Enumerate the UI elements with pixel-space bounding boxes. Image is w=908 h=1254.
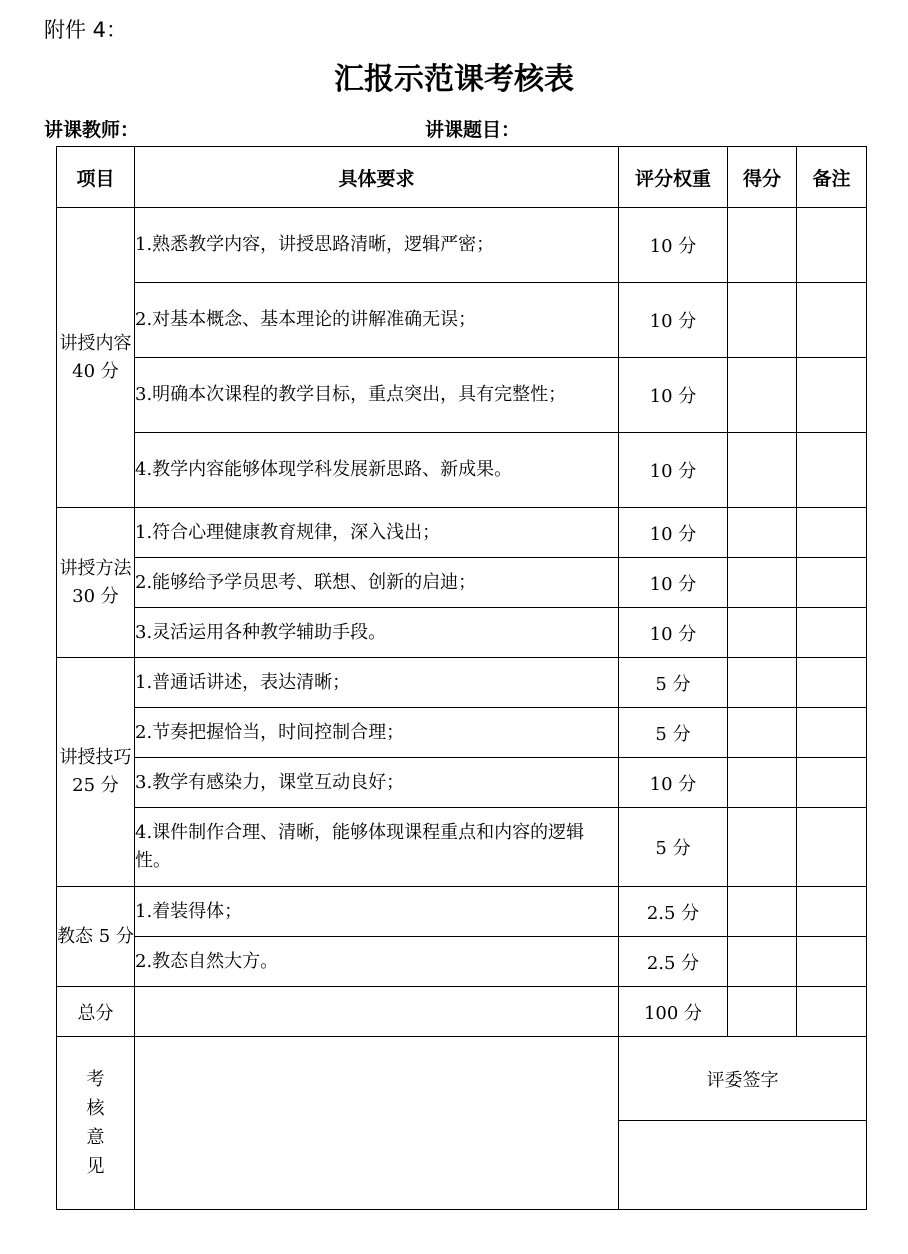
requirement-cell: 2.节奏把握恰当，时间控制合理； (135, 708, 619, 758)
score-cell[interactable] (728, 658, 797, 708)
score-cell[interactable] (728, 358, 797, 433)
weight-cell: 10 分 (619, 208, 728, 283)
col-header-score: 得分 (728, 147, 797, 208)
assessment-table (56, 146, 867, 1210)
remark-cell[interactable] (797, 358, 867, 433)
table-row (57, 808, 867, 887)
score-cell[interactable] (728, 887, 797, 937)
table-row (57, 433, 867, 508)
weight-cell: 5 分 (619, 708, 728, 758)
table-row (57, 508, 867, 558)
requirement-cell: 1.着装得体； (135, 887, 619, 937)
score-cell[interactable] (728, 558, 797, 608)
judge-signature-cell[interactable] (619, 1121, 867, 1210)
opinion-char: 考 (86, 1069, 105, 1090)
opinion-char: 意 (86, 1127, 105, 1148)
weight-cell: 10 分 (619, 508, 728, 558)
opinion-label (57, 1037, 135, 1210)
remark-cell[interactable] (797, 808, 867, 887)
category-cell: 讲授技巧 25 分 (57, 658, 135, 887)
score-cell[interactable] (728, 433, 797, 508)
remark-cell[interactable] (797, 208, 867, 283)
requirement-cell: 2.对基本概念、基本理论的讲解准确无误； (135, 283, 619, 358)
remark-cell[interactable] (797, 887, 867, 937)
remark-cell[interactable] (797, 433, 867, 508)
weight-cell: 10 分 (619, 558, 728, 608)
requirement-cell: 4.课件制作合理、清晰，能够体现课程重点和内容的逻辑性。 (135, 808, 619, 887)
header-row (57, 147, 867, 208)
total-row (57, 987, 867, 1037)
total-label: 总分 (57, 987, 135, 1037)
table-row (57, 887, 867, 937)
total-weight: 100 分 (619, 987, 728, 1037)
total-score-cell[interactable] (728, 987, 797, 1037)
page-title: 汇报示范课考核表 (334, 62, 574, 97)
requirement-cell: 1.符合心理健康教育规律，深入浅出； (135, 508, 619, 558)
requirement-cell: 2.能够给予学员思考、联想、创新的启迪； (135, 558, 619, 608)
score-cell[interactable] (728, 937, 797, 987)
requirement-cell: 1.熟悉教学内容，讲授思路清晰，逻辑严密； (135, 208, 619, 283)
total-remark-cell[interactable] (797, 987, 867, 1037)
remark-cell[interactable] (797, 758, 867, 808)
requirement-cell: 3.灵活运用各种教学辅助手段。 (135, 608, 619, 658)
requirement-cell: 2.教态自然大方。 (135, 937, 619, 987)
weight-cell: 5 分 (619, 808, 728, 887)
score-cell[interactable] (728, 208, 797, 283)
weight-cell: 10 分 (619, 433, 728, 508)
col-header-remark: 备注 (797, 147, 867, 208)
score-cell[interactable] (728, 608, 797, 658)
opinion-char: 核 (86, 1098, 105, 1119)
judge-signature-label: 评委签字 (619, 1037, 867, 1121)
col-header-item: 项目 (57, 147, 135, 208)
category-cell: 讲授方法 30 分 (57, 508, 135, 658)
remark-cell[interactable] (797, 608, 867, 658)
table-row (57, 937, 867, 987)
remark-cell[interactable] (797, 658, 867, 708)
total-requirement-cell (135, 987, 619, 1037)
table-row (57, 708, 867, 758)
weight-cell: 10 分 (619, 358, 728, 433)
opinion-char: 见 (86, 1156, 105, 1177)
category-cell: 教态 5 分 (57, 887, 135, 987)
score-cell[interactable] (728, 808, 797, 887)
opinion-content-cell[interactable] (135, 1037, 619, 1210)
table-row (57, 758, 867, 808)
weight-cell: 10 分 (619, 758, 728, 808)
table-row (57, 208, 867, 283)
opinion-row (57, 1037, 867, 1121)
score-cell[interactable] (728, 708, 797, 758)
weight-cell: 10 分 (619, 283, 728, 358)
weight-cell: 2.5 分 (619, 887, 728, 937)
topic-label: 讲课题目： (425, 119, 521, 141)
remark-cell[interactable] (797, 937, 867, 987)
teacher-label: 讲课教师： (44, 119, 140, 141)
remark-cell[interactable] (797, 283, 867, 358)
requirement-cell: 3.教学有感染力，课堂互动良好； (135, 758, 619, 808)
score-cell[interactable] (728, 508, 797, 558)
table-row (57, 283, 867, 358)
remark-cell[interactable] (797, 708, 867, 758)
col-header-weight: 评分权重 (619, 147, 728, 208)
weight-cell: 5 分 (619, 658, 728, 708)
weight-cell: 10 分 (619, 608, 728, 658)
requirement-cell: 4.教学内容能够体现学科发展新思路、新成果。 (135, 433, 619, 508)
remark-cell[interactable] (797, 558, 867, 608)
score-cell[interactable] (728, 758, 797, 808)
weight-cell: 2.5 分 (619, 937, 728, 987)
col-header-requirement: 具体要求 (135, 147, 619, 208)
attachment-label: 附件 4： (44, 18, 128, 42)
requirement-cell: 3.明确本次课程的教学目标，重点突出，具有完整性； (135, 358, 619, 433)
table-row (57, 658, 867, 708)
score-cell[interactable] (728, 283, 797, 358)
category-cell: 讲授内容 40 分 (57, 208, 135, 508)
requirement-cell: 1.普通话讲述，表达清晰； (135, 658, 619, 708)
table-row (57, 358, 867, 433)
table-row (57, 608, 867, 658)
table-row (57, 558, 867, 608)
remark-cell[interactable] (797, 508, 867, 558)
